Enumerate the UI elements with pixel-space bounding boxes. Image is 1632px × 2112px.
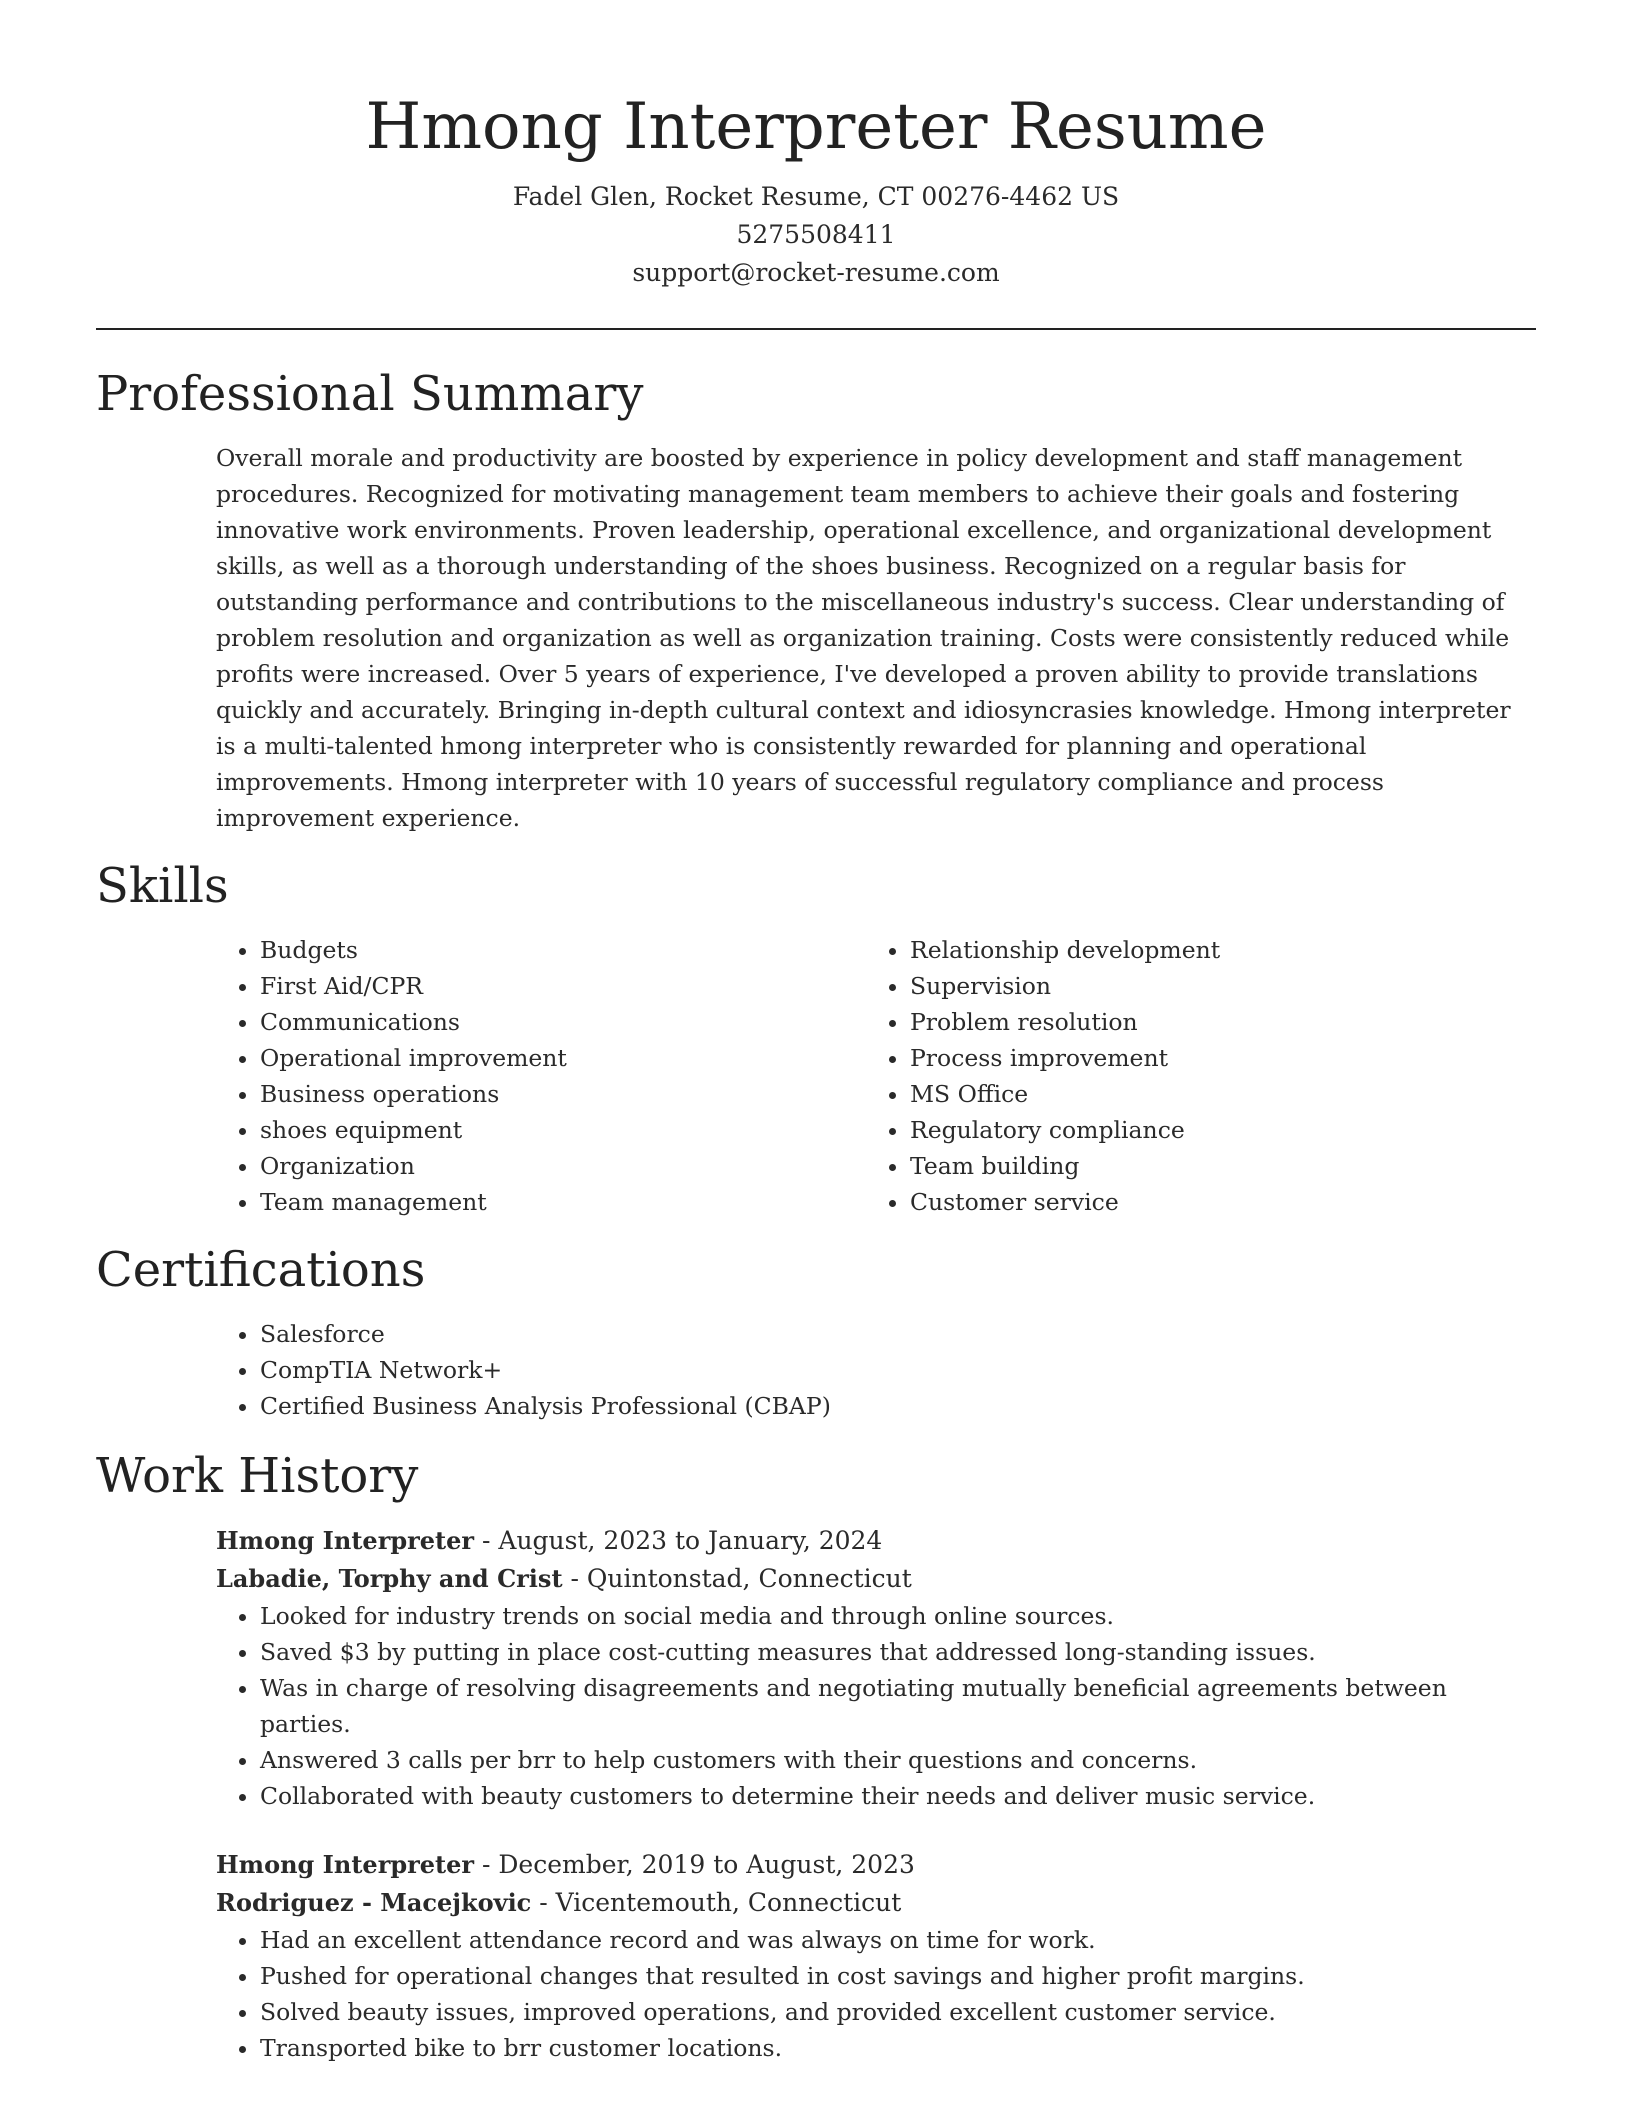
work-history-heading: Work History — [96, 1448, 419, 1504]
skills-list-right — [866, 932, 1516, 1220]
job-bullets — [96, 1598, 1536, 1814]
list-item: • MS Office — [910, 1076, 1516, 1112]
page-title: Hmong Interpreter Resume — [365, 90, 1267, 164]
list-item: • Business operations — [260, 1076, 866, 1112]
list-item: • Customer service — [910, 1184, 1516, 1220]
job-entry — [216, 1522, 1536, 1814]
job-bullets — [96, 1922, 1536, 2066]
job-title-line — [216, 1522, 1536, 1560]
list-item: • Regulatory compliance — [910, 1112, 1516, 1148]
job-title: Hmong Interpreter — [216, 1526, 475, 1555]
job-dates: - December, 2019 to August, 2023 — [474, 1850, 915, 1879]
list-item: • Problem resolution — [910, 1004, 1516, 1040]
job-title-line — [216, 1846, 1536, 1884]
list-item: • Answered 3 calls per brr to help customers with their questions and concerns. — [260, 1742, 1536, 1778]
job-company-line — [216, 1560, 1536, 1598]
certifications-section — [96, 1240, 1536, 1424]
job-company: Labadie, Torphy and Crist — [216, 1564, 563, 1593]
contact-address: Fadel Glen, Rocket Resume, CT 00276-4462 US — [512, 182, 1120, 211]
list-item: • CompTIA Network+ — [260, 1352, 1536, 1388]
list-item: • Relationship development — [910, 932, 1516, 968]
contact-phone: 5275508411 — [736, 220, 896, 249]
job-entry — [216, 1846, 1536, 2066]
header-divider — [96, 328, 1536, 330]
skills-list-left — [216, 932, 866, 1220]
work-history-section — [96, 1446, 1536, 2066]
list-item: • Looked for industry trends on social media and through online sources. — [260, 1598, 1536, 1634]
job-dates: - August, 2023 to January, 2024 — [474, 1526, 883, 1555]
certifications-list — [216, 1316, 1536, 1424]
list-item: • Had an excellent attendance record and was always on time for work. — [260, 1922, 1536, 1958]
job-company-line — [216, 1884, 1536, 1922]
list-item: • Certified Business Analysis Professional (CBAP) — [260, 1388, 1536, 1424]
list-item: • Pushed for operational changes that resulted in cost savings and higher profit margins. — [260, 1958, 1536, 1994]
list-item: • Was in charge of resolving disagreements and negotiating mutually beneficial agreements between parties. — [260, 1670, 1536, 1742]
list-item: • Organization — [260, 1148, 866, 1184]
skills-columns — [216, 932, 1536, 1220]
resume-header — [0, 0, 1632, 292]
list-item: • Supervision — [910, 968, 1516, 1004]
summary-heading: Professional Summary — [96, 366, 644, 422]
list-item: • Team management — [260, 1184, 866, 1220]
list-item: • Budgets — [260, 932, 866, 968]
summary-text: Overall morale and productivity are boosted by experience in policy development and staff management procedures. Recognized for motivating management team members to achieve their goals and fostering innovative work environments. Proven leadership, operational excellence, and organizational development skills, as well as a thorough understanding of the shoes business. Recognized on a regular basis for outstanding performance and contributions to the miscellaneous industry's success. Clear understanding of problem resolution and organization as well as organization training. Costs were consistently reduced while profits were increased. Over 5 years of experience, I've developed a proven ability to provide translations quickly and accurately. Bringing in-depth cultural context and idiosyncrasies knowledge. Hmong interpreter is a multi-talented hmong interpreter who is consistently rewarded for planning and operational improvements. Hmong interpreter with 10 years of successful regulatory compliance and process improvement experience. — [216, 444, 1511, 832]
skills-heading: Skills — [96, 858, 229, 914]
job-location: - Quintonstad, Connecticut — [562, 1564, 912, 1593]
job-location: - Vicentemouth, Connecticut — [531, 1888, 902, 1917]
job-company: Rodriguez - Macejkovic — [216, 1888, 532, 1917]
summary-section — [96, 364, 1536, 836]
list-item: • Collaborated with beauty customers to determine their needs and deliver music service. — [260, 1778, 1536, 1814]
list-item: • Solved beauty issues, improved operations, and provided excellent customer service. — [260, 1994, 1536, 2030]
list-item: • Saved $3 by putting in place cost-cutting measures that addressed long-standing issues. — [260, 1634, 1536, 1670]
list-item: • First Aid/CPR — [260, 968, 866, 1004]
list-item: • Process improvement — [910, 1040, 1516, 1076]
list-item: • Communications — [260, 1004, 866, 1040]
list-item: • Team building — [910, 1148, 1516, 1184]
list-item: • Salesforce — [260, 1316, 1536, 1352]
skills-section — [96, 856, 1536, 1220]
list-item: • Transported bike to brr customer locations. — [260, 2030, 1536, 2066]
list-item: • Operational improvement — [260, 1040, 866, 1076]
contact-email: support@rocket-resume.com — [632, 258, 1000, 287]
certifications-heading: Certifications — [96, 1242, 426, 1298]
job-title: Hmong Interpreter — [216, 1850, 475, 1879]
list-item: • shoes equipment — [260, 1112, 866, 1148]
